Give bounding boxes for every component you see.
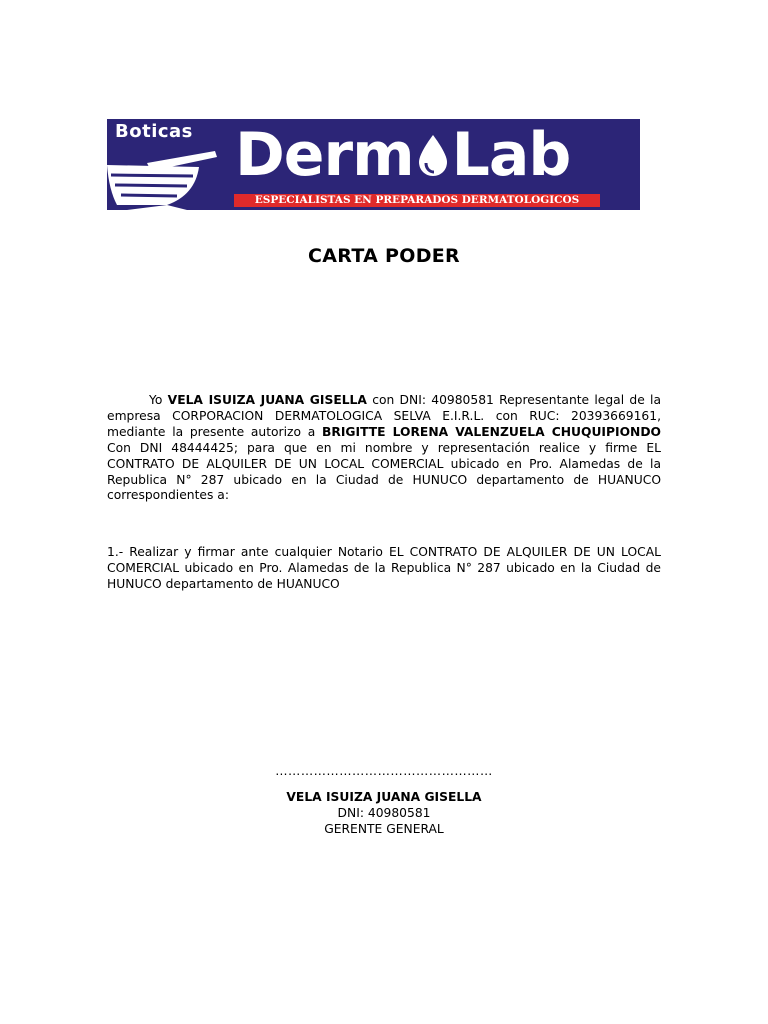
p1-text1: con DNI: 40980581 Representante legal de la empresa CORPORACION DERMATOLOGICA SELVA E.I.R.L. con RUC: 20393669161, mediante la presente autorizo a xyxy=(107,393,661,439)
p1-prefix: Yo xyxy=(149,393,168,407)
signatory-dni: DNI: 40980581 xyxy=(337,806,431,820)
document-title: CARTA PODER xyxy=(308,245,460,267)
mortar-and-pestle-icon xyxy=(107,145,225,210)
grantor-name: VELA ISUIZA JUANA GISELLA xyxy=(167,393,367,407)
drop-icon xyxy=(416,133,450,177)
paragraph-item-1: 1.- Realizar y firmar ante cualquier Notario EL CONTRATO DE ALQUILER DE UN LOCAL COMERCIAL ubicado en Pro. Alamedas de la Republica N° 287 ubicado en la Ciudad de HUNUCO departamento de HUANUCO xyxy=(107,545,661,591)
paragraph-authorization xyxy=(107,393,661,504)
logo-tagline: ESPECIALISTAS EN PREPARADOS DERMATOLOGICOS xyxy=(234,194,600,207)
logo-brand-name xyxy=(235,119,570,191)
signature-line: …………………………………………… xyxy=(275,764,493,778)
p1-text2: Con DNI 48444425; para que en mi nombre y representación realice y firme EL CONTRATO DE ALQUILER DE UN LOCAL COMERCIAL ubicado en Pro. Alamedas de la Republica N° 287 ubicado en la Ciudad de HUNUCO departamento de HUANUCO correspondientes a: xyxy=(107,440,661,503)
signatory-name: VELA ISUIZA JUANA GISELLA xyxy=(286,790,482,804)
brand-left-text: Derm xyxy=(235,120,414,190)
company-logo xyxy=(107,119,640,210)
brand-right-text: Lab xyxy=(451,120,571,190)
logo-small-text: Boticas xyxy=(115,121,193,142)
signatory-role: GERENTE GENERAL xyxy=(324,822,444,836)
delegate-name: BRIGITTE LORENA VALENZUELA CHUQUIPIONDO xyxy=(321,424,662,439)
